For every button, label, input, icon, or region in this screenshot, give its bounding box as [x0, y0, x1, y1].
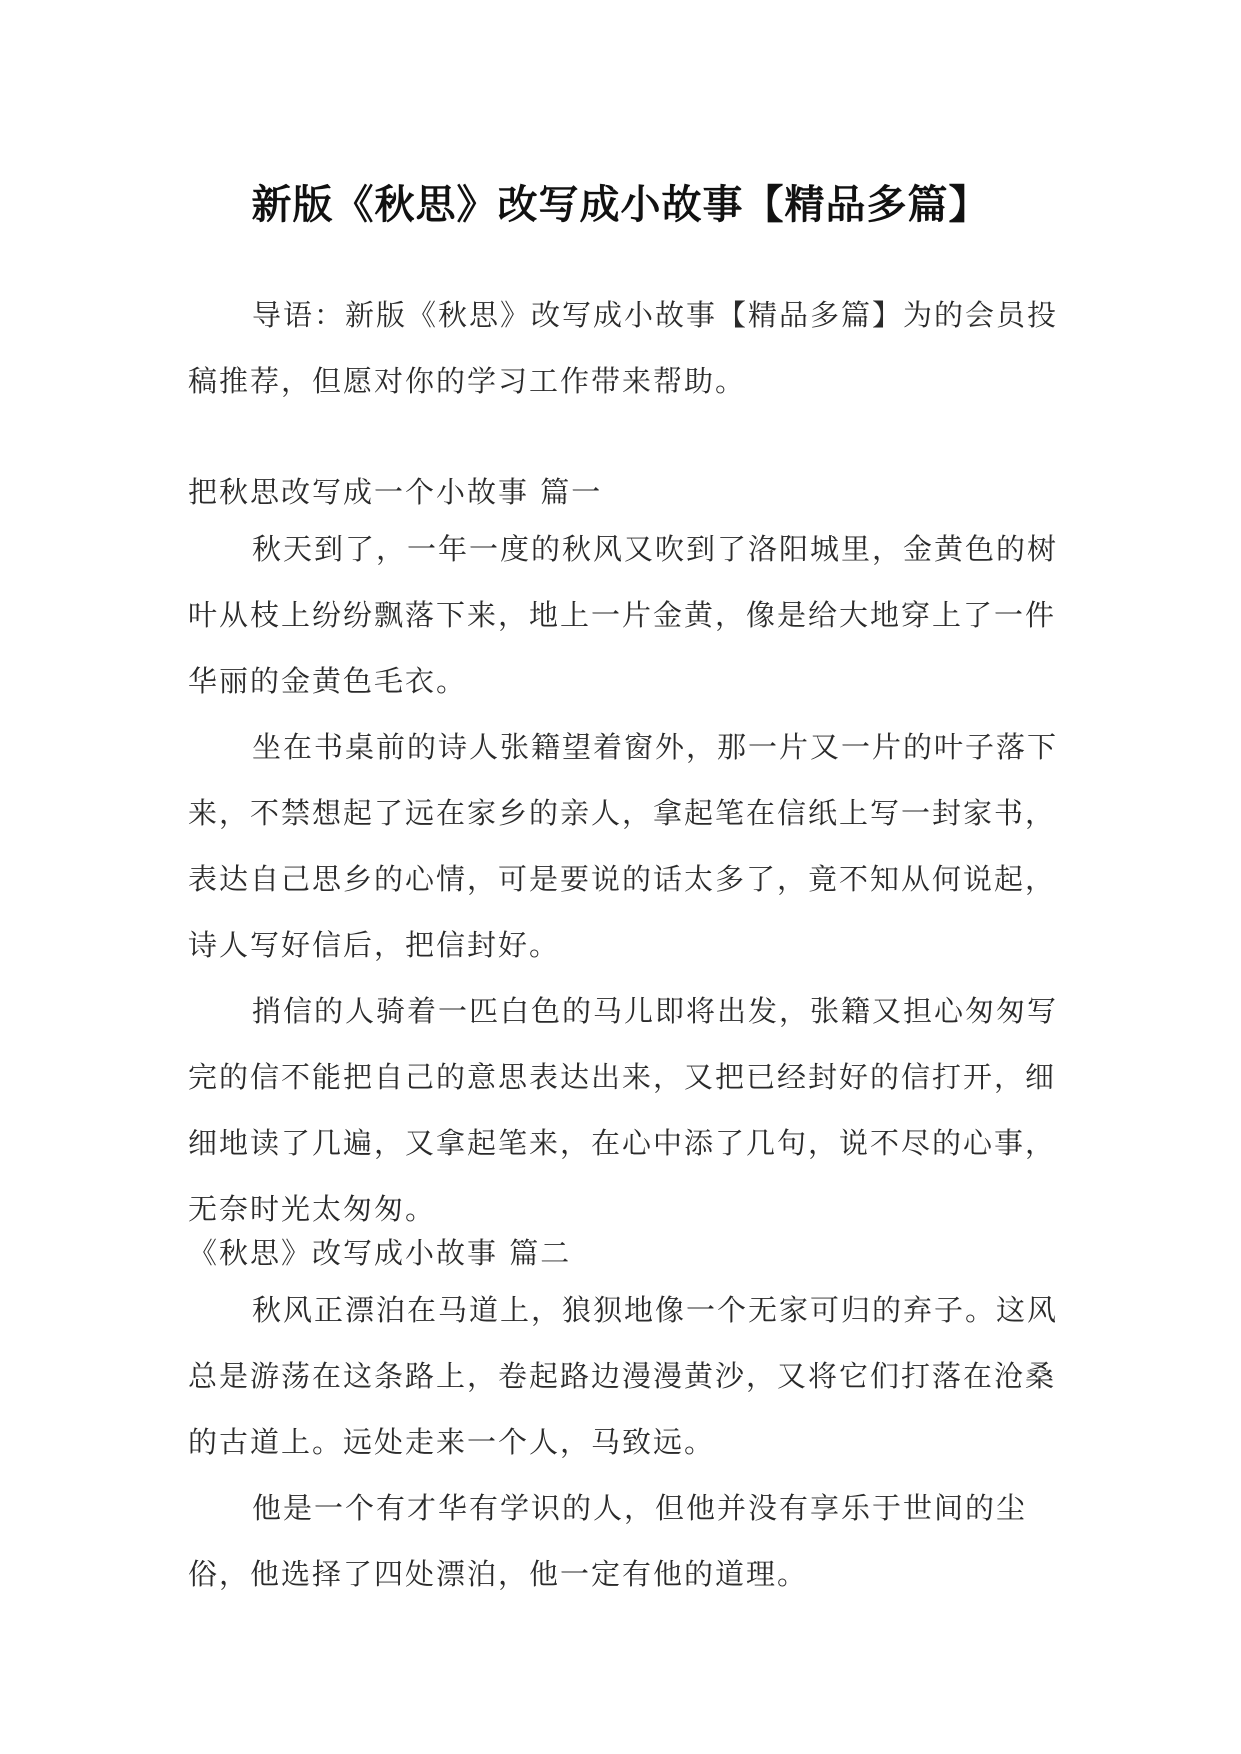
document-title: 新版《秋思》改写成小故事【精品多篇】 [251, 181, 990, 228]
section-1-paragraph-3: 捎信的人骑着一匹白色的马儿即将出发，张籍又担心匆匆写完的信不能把自己的意思表达出来，又把已经封好的信打开，细细地读了几遍，又拿起笔来，在心中添了几句，说不尽的心事，无奈时光太匆匆。 [188, 994, 1059, 1226]
section-2-paragraph-1: 秋风正漂泊在马道上，狼狈地像一个无家可归的弃子。这风总是游荡在这条路上，卷起路边漫漫黄沙，又将它们打落在沧桑的古道上。远处走来一个人，马致远。 [188, 1293, 1059, 1459]
section-1-paragraph-2: 坐在书桌前的诗人张籍望着窗外，那一片又一片的叶子落下来，不禁想起了远在家乡的亲人，拿起笔在信纸上写一封家书，表达自己思乡的心情，可是要说的话太多了，竟不知从何说起，诗人写好信后，把信封好。 [188, 730, 1059, 962]
section-1-heading: 把秋思改写成一个小故事 篇一 [188, 475, 603, 509]
section-1-body [188, 516, 1068, 1242]
section-1-paragraph-1: 秋天到了，一年一度的秋风又吹到了洛阳城里，金黄色的树叶从枝上纷纷飘落下来，地上一片金黄，像是给大地穿上了一件华丽的金黄色毛衣。 [188, 532, 1059, 698]
intro-block [188, 282, 1068, 414]
section-2-paragraph-2: 他是一个有才华有学识的人，但他并没有享乐于世间的尘俗，他选择了四处漂泊，他一定有他的道理。 [188, 1491, 1028, 1591]
intro-paragraph: 导语：新版《秋思》改写成小故事【精品多篇】为的会员投稿推荐，但愿对你的学习工作带来帮助。 [188, 298, 1059, 398]
section-2-heading: 《秋思》改写成小故事 篇二 [188, 1236, 572, 1270]
section-2-body [188, 1277, 1068, 1607]
